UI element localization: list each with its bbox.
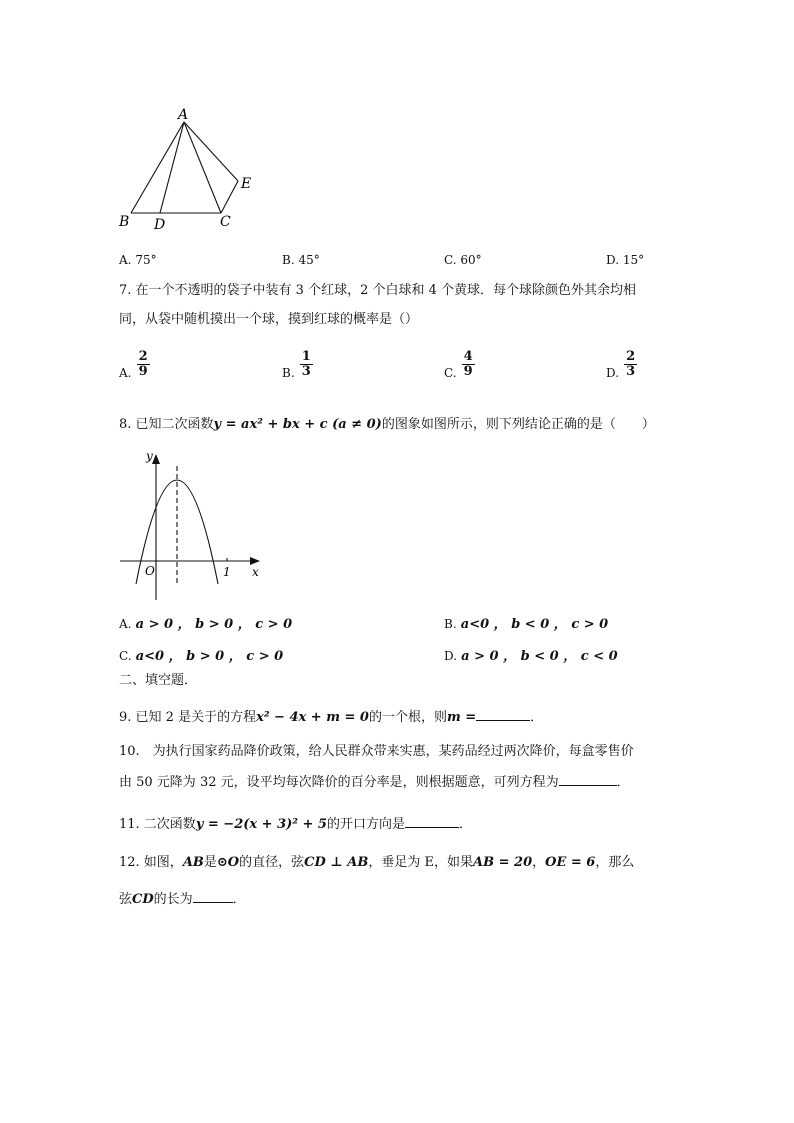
label-e: E xyxy=(241,176,252,192)
q9-formula: x² − 4x + m = 0 xyxy=(256,710,369,725)
edge-ab xyxy=(131,122,184,213)
q11-answer-blank[interactable] xyxy=(405,813,459,828)
q11-question: 11. 二次函数y = −2(x + 3)² + 5的开口方向是 ． xyxy=(119,813,472,835)
q6-option-c[interactable]: C. 60° xyxy=(444,253,482,267)
q6-option-b[interactable]: B. 45° xyxy=(282,253,320,267)
q6-option-d[interactable]: D. 15° xyxy=(606,253,645,267)
q7-option-d[interactable]: $_{D.}$ $\frac{2}{3}$ xyxy=(606,349,636,380)
edge-ec xyxy=(221,181,238,213)
q11-formula: y = −2(x + 3)² + 5 xyxy=(195,817,327,832)
q10-answer-blank[interactable] xyxy=(559,771,617,786)
x-label: x xyxy=(252,565,259,579)
q7-option-b[interactable]: $_{B.}$ $\frac{1}{3}$ xyxy=(282,349,311,380)
edge-ad xyxy=(160,122,184,213)
q8-option-a[interactable]: A. a > 0 ， b > 0 ， c > 0 xyxy=(119,617,293,632)
q6-option-a[interactable]: A. 75° xyxy=(119,253,157,267)
q8-formula: y = ax² + bx + c (a ≠ 0) xyxy=(213,417,382,432)
q12-answer-blank[interactable] xyxy=(193,888,233,903)
q8-option-c[interactable]: C. a<0 ， b > 0 ， c > 0 xyxy=(119,649,284,664)
q9-question: 9. 已知 2 是关于的方程x² − 4x + m = 0的一个根，则m = ． xyxy=(119,706,543,728)
label-a: A xyxy=(178,107,189,123)
edge-ac xyxy=(184,122,221,213)
q7-option-c[interactable]: $_{C.}$ $\frac{4}{9}$ xyxy=(444,349,473,380)
q7-option-a[interactable]: $_{A.}$ $\frac{2}{9}$ xyxy=(119,349,148,380)
fraction: $\frac{2}{3}$ xyxy=(626,349,636,379)
q10-line1: 10. 为执行国家药品降价政策，给人民群众带来实惠，某药品经过两次降价，每盒零售价 xyxy=(119,744,634,759)
fraction: $\frac{4}{9}$ xyxy=(463,349,473,379)
q12-line2: 弦CD的长为 ． xyxy=(119,888,246,910)
parabola-graph xyxy=(118,444,268,602)
y-label: y xyxy=(146,449,153,463)
fraction: $\frac{2}{9}$ xyxy=(138,349,148,379)
label-d: D xyxy=(154,217,166,233)
q8-option-b[interactable]: B. a<0 ， b < 0 ， c > 0 xyxy=(444,617,609,632)
y-axis-arrow xyxy=(152,454,160,464)
q12-line1: 12. 如图，AB是⊙O的直径，弦CD ⊥ AB，垂足为 E，如果AB = 20，OE = 6，那么 xyxy=(119,855,635,870)
q7-line2: 同，从袋中随机摸出一个球，摸到红球的概率是（） xyxy=(119,312,419,327)
q7-line1: 7. 在一个不透明的袋子中装有 3 个红球，2 个白球和 4 个黄球．每个球除颜色外其余均相 xyxy=(119,283,637,298)
edge-ae xyxy=(184,122,238,181)
origin-label: O xyxy=(145,564,155,578)
section-title: 二、填空题． xyxy=(119,673,198,688)
one-label: 1 xyxy=(223,565,231,579)
q8-option-d[interactable]: D. a > 0 ， b < 0 ， c < 0 xyxy=(444,649,618,664)
label-c: C xyxy=(220,214,231,230)
q10-line2: 由 50 元降为 32 元，设平均每次降价的百分率是，则根据题意，可列方程为 ． xyxy=(119,771,630,793)
fraction: $\frac{1}{3}$ xyxy=(301,349,311,379)
label-b: B xyxy=(119,214,130,230)
q8-question: 8. 已知二次函数y = ax² + bx + c (a ≠ 0)的图象如图所示，则下列结论正确的是（ ） xyxy=(119,417,655,432)
triangle-figure xyxy=(110,100,270,240)
q9-answer-blank[interactable] xyxy=(476,706,530,721)
x-axis-arrow xyxy=(250,557,260,565)
